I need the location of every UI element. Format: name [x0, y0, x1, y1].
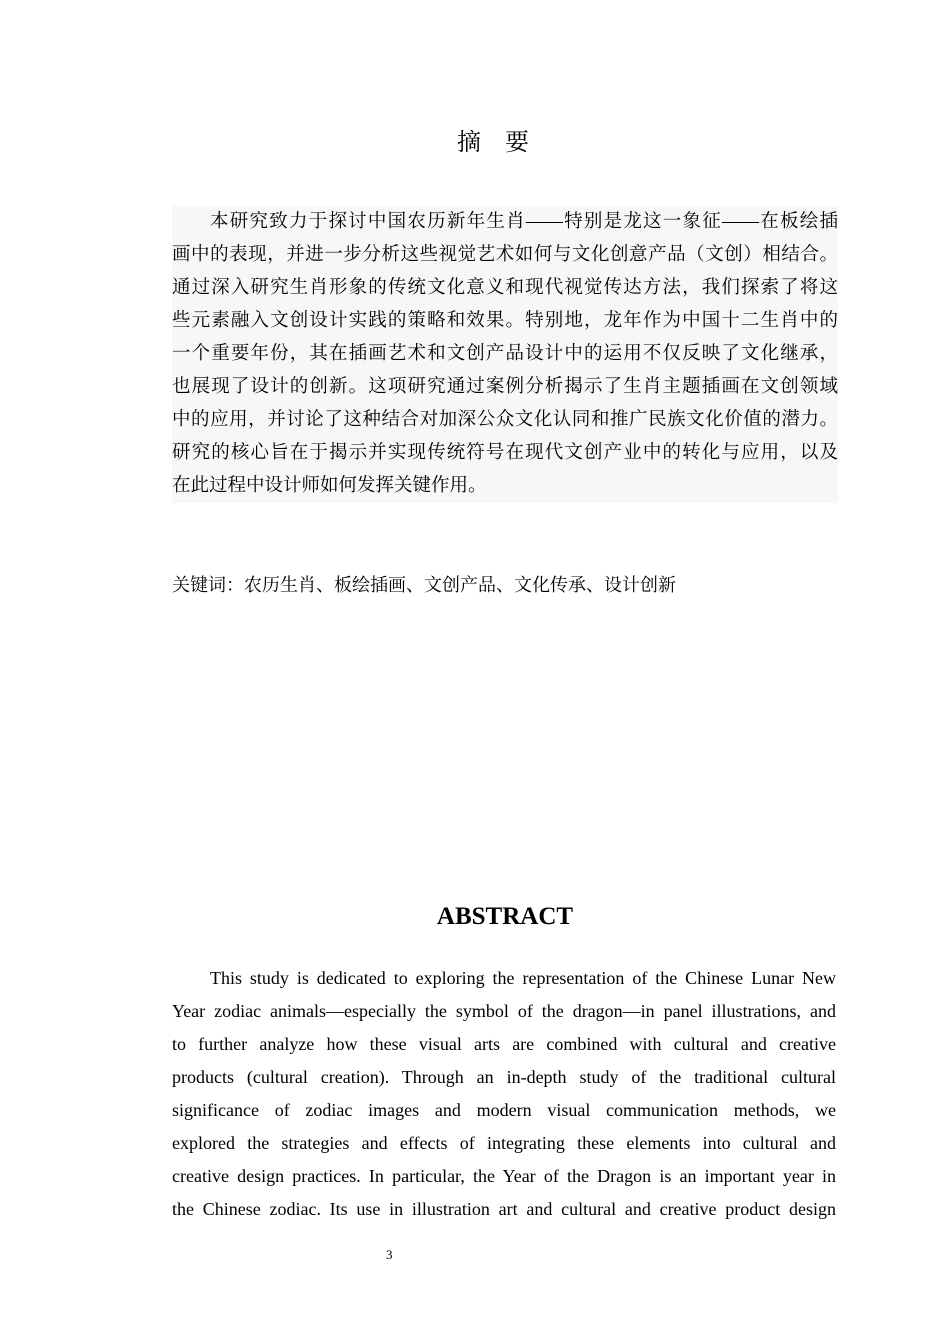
- en-line: significance of zodiac images and modern visual communication methods, we: [172, 1100, 836, 1120]
- keywords-value: 农历生肖、板绘插画、文创产品、文化传承、设计创新: [244, 575, 676, 595]
- cn-line: 中的应用，并讨论了这种结合对加深公众文化认同和推广民族文化价值的潜力。: [172, 410, 838, 430]
- english-abstract-title: ABSTRACT: [436, 903, 574, 930]
- keywords-label: 关键词：: [172, 575, 244, 595]
- en-line: This study is dedicated to exploring the representation of the Chinese Lunar New: [210, 968, 836, 988]
- cn-line: 些元素融入文创设计实践的策略和效果。特别地，龙年作为中国十二生肖中的: [172, 311, 838, 331]
- en-line: to further analyze how these visual arts are combined with cultural and creative: [172, 1034, 836, 1054]
- en-line: products (cultural creation). Through an in-depth study of the traditional cultural: [172, 1067, 836, 1087]
- en-line: explored the strategies and effects of integrating these elements into cultural and: [172, 1133, 836, 1153]
- page-number: 3: [386, 1247, 393, 1262]
- english-abstract-paragraph: [172, 962, 836, 1226]
- cn-line: 研究的核心旨在于揭示并实现传统符号在现代文创产业中的转化与应用，以及: [172, 443, 838, 463]
- en-line: the Chinese zodiac. Its use in illustration art and cultural and creative product design: [172, 1199, 836, 1219]
- cn-line: 本研究致力于探讨中国农历新年生肖——特别是龙这一象征——在板绘插: [210, 212, 838, 232]
- en-line: creative design practices. In particular, the Year of the Dragon is an important year in: [172, 1166, 836, 1186]
- chinese-abstract-paragraph: [172, 206, 838, 503]
- keywords: [172, 570, 676, 600]
- cn-line: 通过深入研究生肖形象的传统文化意义和现代视觉传达方法，我们探索了将这: [172, 278, 838, 298]
- en-line: Year zodiac animals—especially the symbol of the dragon—in panel illustrations, and: [172, 1001, 836, 1021]
- cn-line: 在此过程中设计师如何发挥关键作用。: [172, 476, 487, 496]
- chinese-abstract-title: 摘要: [457, 130, 553, 156]
- cn-line: 也展现了设计的创新。这项研究通过案例分析揭示了生肖主题插画在文创领域: [172, 377, 838, 397]
- cn-line: 一个重要年份，其在插画艺术和文创产品设计中的运用不仅反映了文化继承，: [172, 344, 838, 364]
- cn-line: 画中的表现，并进一步分析这些视觉艺术如何与文化创意产品（文创）相结合。: [172, 245, 838, 265]
